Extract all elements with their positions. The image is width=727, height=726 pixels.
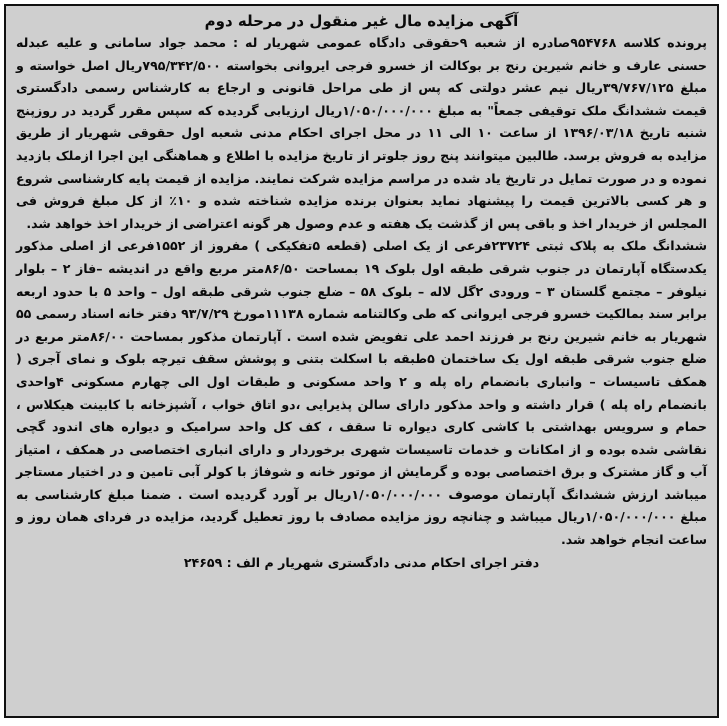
- auction-notice: [4, 4, 719, 718]
- notice-title: آگهی مزایده مال غیر منقول در مرحله دوم: [204, 12, 519, 30]
- notice-footer: دفتر اجرای احکام مدنی دادگستری شهریار م الف : ۲۴۶۵۹: [183, 554, 540, 570]
- notice-paragraph-property: ششدانگ ملک به پلاک ثبتی ۲۳۷۲۴فرعی از یک اصلی (قطعه ۵تفکیکی ) مفروز از ۱۵۵۲فرعی از اصلی مذکور یکدستگاه آپارتمان در جنوب شرقی طبقه اول بلوک ۱۹ بمساحت ۸۶/۵۰متر مربع واقع در اندیشه –فاز ۲ – بلوار نیلوفر – مجتمع گلستان ۳ – ورودی ۲گل لاله – بلوک ۵۸ – ضلع جنوب شرقی طبقه اول – واحد ۵ با حدود اربعه برابر سند بمالکیت خسرو فرجی ایروانی که طی وکالتنامه شماره ۱۱۱۳۸مورخ ۹۳/۷/۲۹ دفتر خانه اسناد رسمی ۵۵ شهریار به خانم شیرین رنج بر فرزند احمد علی تفویض شده است . آپارتمان مذکور بمساحت ۸۶/۰۰متر مربع در ضلع جنوب شرقی طبقه اول یک ساختمان ۵طبقه با اسکلت بتنی و پوشش سقف تیرچه بلوک و نمای آجری ( همکف تاسیسات – وانباری بانضمام راه پله و ۲ واحد مسکونی و طبقات اول الی چهارم مسکونی ۴واحدی بانضمام راه پله ) قرار داشته و واحد مذکور دارای سالن پذیرایی ،دو اتاق خواب ، آشپزخانه با کابینت هیکلاس ، حمام و سرویس بهداشتی با کاشی کاری دیواره تا سقف ، کف کل واحد سرامیک و دیواره های اندود گچی نقاشی شده بوده و از امکانات و خدمات تاسیسات شهری برخوردار و دارای انباری اختصاصی در همکف ، امتیاز آب و گاز مشترک و برق اختصاصی بوده و گرمایش از موتور خانه و شوفاژ با کولر آبی تامین و در اختیار مستاجر میباشد ارزش ششدانگ آپارتمان موصوف ۱/۰۵۰/۰۰۰/۰۰۰ریال بر آورد گردیده است . ضمنا مبلغ کارشناسی به مبلغ ۱/۰۵۰/۰۰۰/۰۰۰ریال میباشد و چنانچه روز مزایده مصادف با روز تعطیل گردید، مزایده در فردای همان روز و ساعت انجام خواهد شد.: [16, 238, 707, 548]
- notice-paragraph-case: پرونده کلاسه ۹۵۴۷۶۸صادره از شعبه ۹حقوقی دادگاه عمومی شهریار له : محمد جواد سامانی و علیه عبدله حسنی عارف و خانم شیرین رنج بر بوکالت از خسرو فرجی ایروانی بخواسته ۷۹۵/۳۴۲/۵۰۰ریال اصل خواسته و مبلغ ۳۹/۷۶۷/۱۲۵ریال نیم عشر دولتی که پس از طی مراحل قانونی و ارجاع به کارشناس رسمی دادگستری قیمت ششدانگ ملک توقیفی جمعاً" به مبلغ ۱/۰۵۰/۰۰۰/۰۰۰ریال ارزیابی گردیده که سپس مقرر گردید در روزپنج شنبه تاریخ ۱۳۹۶/۰۳/۱۸ از ساعت ۱۰ الی ۱۱ در محل اجرای احکام مدنی شعبه اول حقوقی شهریار از طریق مزایده به فروش برسد. طالبین میتوانند پنج روز جلوتر از تاریخ مزایده با اطلاع و هماهنگی این اجرا ازملک بازدید نموده و در صورت تمایل در تاریخ یاد شده در مراسم مزایده شرکت نمایند. مزایده از قیمت پایه کارشناسی شروع و هر کسی بالاترین قیمت را پیشنهاد نماید بعنوان برنده مزایده شناخته شده و ۱۰٪ از کل مبلغ فروش فی المجلس از خریدار اخذ و باقی پس از گذشت یک هفته و عدم وصول هر گونه اعتراضی از خریدار اخذ خواهد شد.: [16, 35, 708, 231]
